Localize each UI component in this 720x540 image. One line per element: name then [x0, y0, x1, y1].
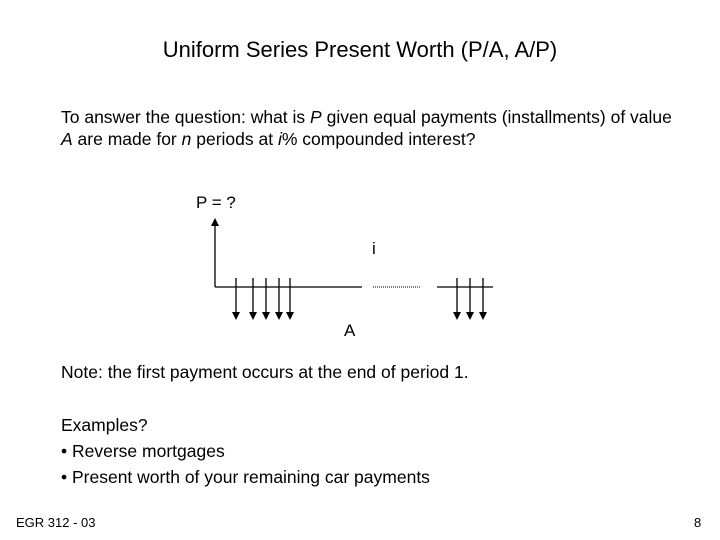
intro-text-4: periods at	[191, 129, 278, 149]
intro-var-n: n	[181, 129, 192, 149]
payment-label: A	[344, 321, 356, 340]
intro-var-p: P	[310, 107, 322, 127]
footer-course: EGR 312 - 03	[16, 515, 96, 530]
example-item: • Reverse mortgages	[61, 441, 225, 461]
example-item: • Present worth of your remaining car payments	[61, 467, 430, 487]
slide-title: Uniform Series Present Worth (P/A, A/P)	[162, 37, 558, 62]
intro-text-1: To answer the question: what is	[61, 107, 311, 127]
intro-text-2: given equal payments (installments) of value	[321, 107, 672, 127]
page-number: 8	[694, 515, 702, 530]
payment-arrows	[236, 278, 483, 316]
intro-text-5: % compounded interest?	[281, 129, 476, 149]
intro-var-a: A	[61, 129, 73, 149]
p-label: P = ?	[196, 193, 236, 212]
intro-var-i: i	[277, 129, 282, 149]
interest-rate-label: i	[372, 239, 376, 258]
examples-block	[61, 412, 430, 490]
note-text: Note: the first payment occurs at the end of period 1.	[61, 362, 469, 382]
examples-heading: Examples?	[61, 415, 148, 435]
intro-text-3: are made for	[72, 129, 182, 149]
